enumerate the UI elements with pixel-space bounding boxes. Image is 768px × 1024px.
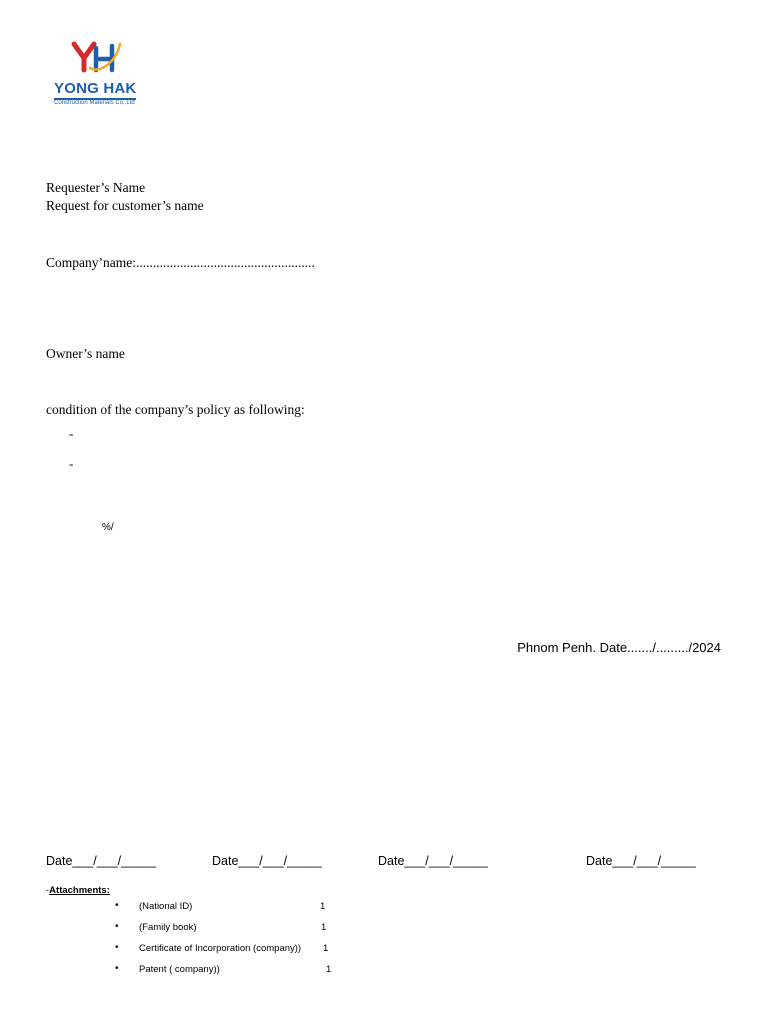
attachments-prefix: -	[46, 885, 50, 896]
logo-brand-text: YONG HAK	[54, 80, 137, 97]
owner-name-label: Owner’s name	[46, 346, 125, 361]
attachment-label: (National ID)	[139, 901, 193, 912]
signature-date-2: Date___/___/_____	[212, 854, 322, 868]
bullet-icon: •	[115, 921, 119, 932]
place-date-line: Phnom Penh. Date......./........./2024	[517, 640, 721, 655]
attachment-qty: 1	[321, 922, 327, 933]
condition-bullet-2: -	[69, 456, 74, 471]
attachment-label: Patent ( company))	[139, 964, 220, 975]
bullet-icon: •	[115, 963, 119, 974]
company-name-field: Company’name:.....................................................	[46, 255, 315, 270]
request-customer-name-label: Request for customer’s name	[46, 198, 204, 213]
attachments-heading	[46, 880, 110, 898]
bullet-icon: •	[115, 900, 119, 911]
signature-date-1: Date___/___/_____	[46, 854, 156, 868]
logo-subtitle: Construction Materials Co.,Ltd	[54, 100, 135, 106]
signature-date-3: Date___/___/_____	[378, 854, 488, 868]
company-logo	[48, 36, 144, 116]
requester-name-label: Requester’s Name	[46, 180, 146, 195]
attachment-label: (Family book)	[139, 922, 197, 933]
condition-bullet-1: -	[69, 426, 74, 441]
attachment-label: Certificate of Incorporation (company))	[139, 943, 302, 954]
yh-logo-icon	[70, 40, 122, 74]
attachment-qty: 1	[320, 901, 326, 912]
attachment-qty: 1	[326, 964, 332, 975]
policy-condition-label: condition of the company’s policy as following:	[46, 402, 305, 417]
bullet-icon: •	[115, 942, 119, 953]
attachment-qty: 1	[323, 943, 329, 954]
attachments-title: Attachments:	[49, 885, 110, 896]
percent-mark: %/	[102, 522, 114, 533]
signature-date-4: Date___/___/_____	[586, 854, 696, 868]
